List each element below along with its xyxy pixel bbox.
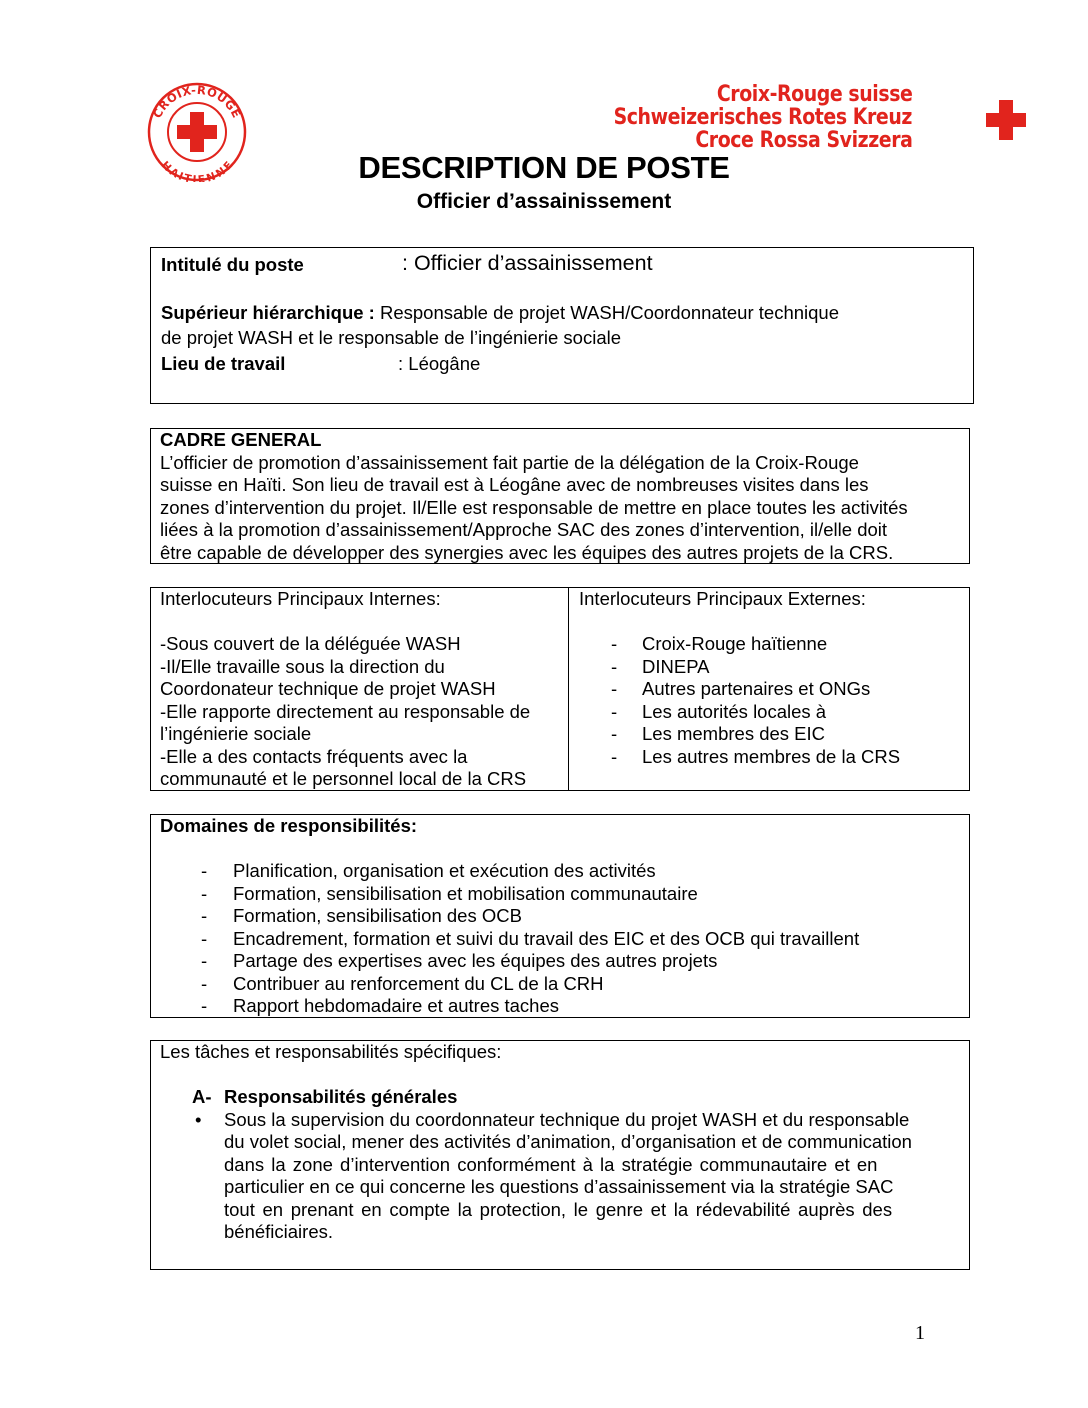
section-heading <box>160 1086 960 1109</box>
interlocuteurs-box <box>150 587 970 791</box>
lieu-label: Lieu de travail <box>161 353 286 374</box>
cadre-general-box <box>150 428 970 564</box>
cadre-line: liées à la promotion d’assainissement/Approche SAC des zones d’intervention, il/elle doit <box>160 519 888 540</box>
list-item <box>160 860 960 883</box>
intitule-value: : Officier d’assainissement <box>402 251 653 275</box>
cadre-line: L’officier de promotion d’assainissement fait partie de la délégation de la Croix-Rouge <box>160 451 859 473</box>
externe-text: Les autres membres de la CRS <box>642 745 901 767</box>
internes-line: Coordonateur technique de projet WASH <box>160 678 496 699</box>
domaines-box <box>150 814 970 1018</box>
externes-heading: Interlocuteurs Principaux Externes: <box>579 588 866 609</box>
bullet-line: dans la zone d’intervention conformément à la stratégie communautaire et en <box>224 1153 878 1175</box>
internes-line: -Sous couvert de la déléguée WASH <box>160 633 461 654</box>
internes-heading: Interlocuteurs Principaux Internes: <box>160 588 441 609</box>
externe-text: Croix-Rouge haïtienne <box>642 633 828 654</box>
poste-info-box <box>150 247 974 404</box>
bullet-paragraph <box>160 1109 958 1244</box>
domaine-text: Rapport hebdomadaire et autres taches <box>233 995 560 1016</box>
domaine-text: Contribuer au renforcement du CL de la CRH <box>233 972 604 994</box>
dash-marker: - <box>611 700 618 722</box>
cadre-line: zones d’intervention du projet. Il/Elle est responsable de mettre en place toutes les activités <box>160 496 908 518</box>
interlocuteurs-externes <box>579 588 959 768</box>
dash-marker: - <box>201 860 208 881</box>
section-letter: A- <box>192 1086 212 1107</box>
bullet-line: Sous la supervision du coordonnateur technique du projet WASH et du responsable <box>224 1108 910 1130</box>
crh-logo-bottom-text: HAITIENNE <box>158 159 236 182</box>
crs-logo-line-1: Croix-Rouge suisse <box>716 82 912 107</box>
domaine-text: Partage des expertises avec les équipes des autres projets <box>233 950 718 971</box>
domaines-heading: Domaines de responsibilités: <box>160 815 418 836</box>
internes-line: -Il/Elle travaille sous la direction du <box>160 655 445 677</box>
externe-text: DINEPA <box>642 655 710 677</box>
list-item <box>579 701 959 724</box>
column-divider <box>568 588 569 790</box>
list-item <box>579 656 959 679</box>
list-item <box>579 723 959 746</box>
list-item <box>160 905 960 928</box>
list-item <box>160 995 960 1018</box>
document-title: DESCRIPTION DE POSTE <box>358 150 730 185</box>
page-number: 1 <box>915 1322 925 1344</box>
dash-marker: - <box>611 745 618 767</box>
bullet-line: tout en prenant en compte la protection, le genre et la rédevabilité auprès des <box>224 1198 893 1220</box>
list-item <box>160 973 960 996</box>
dash-marker: - <box>611 633 618 654</box>
list-item <box>579 678 959 701</box>
dash-marker: - <box>201 927 208 949</box>
list-item <box>160 883 960 906</box>
dash-marker: - <box>611 723 618 744</box>
list-item <box>160 928 960 951</box>
cadre-line: être capable de développer des synergies avec les équipes des autres projets de la CRS. <box>160 541 894 563</box>
list-item <box>579 746 959 769</box>
crs-logo-line-2: Schweizerisches Rotes Kreuz <box>613 105 912 130</box>
dash-marker: - <box>201 950 208 971</box>
crs-logo-line-3: Croce Rossa Svizzera <box>694 128 912 153</box>
internes-line: -Elle rapporte directement au responsable de <box>160 700 531 722</box>
croix-rouge-suisse-logo <box>613 82 1032 154</box>
section-title: Responsabilités générales <box>224 1086 458 1107</box>
domaine-text: Planification, organisation et exécution des activités <box>233 860 656 881</box>
bullet-marker: • <box>195 1108 202 1130</box>
domaine-text: Formation, sensibilisation et mobilisation communautaire <box>233 882 698 904</box>
document-subtitle: Officier d’assainissement <box>416 190 672 213</box>
lieu-value: : Léogâne <box>398 353 481 374</box>
crh-logo-top-text: CROIX-ROUGE <box>149 82 245 121</box>
dash-marker: - <box>201 882 208 904</box>
internes-line: l’ingénierie sociale <box>160 723 312 744</box>
superieur-line-1 <box>161 302 961 325</box>
domaine-text: Encadrement, formation et suivi du travail des EIC et des OCB qui travaillent <box>233 927 860 949</box>
superieur-value-2: de projet WASH et le responsable de l’ingénierie sociale <box>161 327 622 348</box>
bullet-line: bénéficiaires. <box>224 1221 334 1242</box>
externe-text: Les autorités locales à <box>642 700 827 722</box>
externe-text: Autres partenaires et ONGs <box>642 678 871 699</box>
bullet-line: particulier en ce qui concerne les questions d’assainissement via la stratégie SAC <box>224 1176 894 1197</box>
swiss-red-cross-icon <box>984 100 1028 140</box>
list-item <box>160 950 960 973</box>
dash-marker: - <box>201 995 208 1016</box>
superieur-value-1: Responsable de projet WASH/Coordonnateur technique <box>374 302 839 323</box>
cadre-line: suisse en Haïti. Son lieu de travail est à Léogâne avec de nombreuses visites dans les <box>160 474 869 495</box>
cadre-heading: CADRE GENERAL <box>160 429 322 450</box>
interlocuteurs-internes <box>160 588 560 791</box>
dash-marker: - <box>611 678 618 699</box>
internes-line: communauté et le personnel local de la CRS <box>160 768 527 789</box>
domaine-text: Formation, sensibilisation des OCB <box>233 905 522 926</box>
superieur-label: Supérieur hiérarchique : <box>161 302 375 323</box>
dash-marker: - <box>611 655 618 677</box>
dash-marker: - <box>201 905 208 926</box>
intitule-label: Intitulé du poste <box>161 254 304 275</box>
taches-heading: Les tâches et responsabilités spécifiques: <box>160 1041 502 1062</box>
list-item <box>579 633 959 656</box>
internes-line: -Elle a des contacts fréquents avec la <box>160 745 468 767</box>
dash-marker: - <box>201 972 208 994</box>
bullet-line: du volet social, mener des activités d’animation, d’organisation et de communication <box>224 1131 912 1152</box>
taches-box <box>150 1040 970 1270</box>
externe-text: Les membres des EIC <box>642 723 826 744</box>
